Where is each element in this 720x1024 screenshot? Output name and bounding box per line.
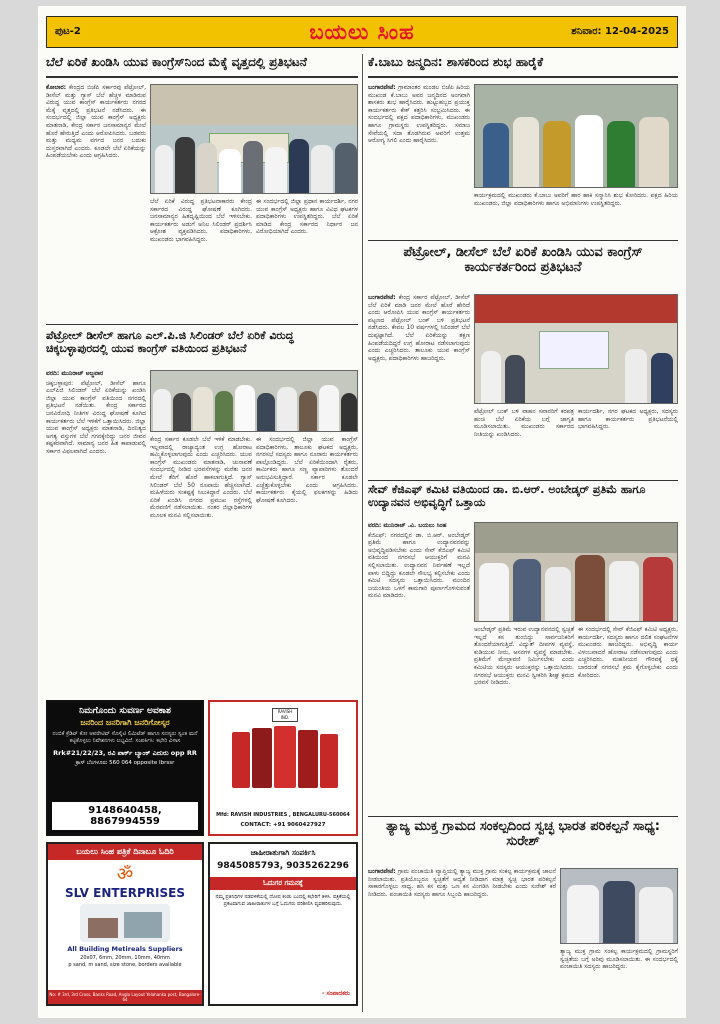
- notice-body: ನಮ್ಮ ಪ್ರತಿನಿಧಿಗಳ ನಡವಳಿಕೆಯಲ್ಲಿ ದೋಷ ಕಂಡು ಬಂದಲ್ಲಿ ಕಛೇರಿಗೆ ತಿಳಿಸಿ. ಪತ್ರಿಕೆಯಲ್ಲಿ ಪ್ರಕಟವಾಗುವ ಜಾಹೀರಾತುಗಳ ಬಗ್ಗೆ ಓದುಗರು ಪರಿಶೀಲಿಸಿ ವ್ಯವಹರಿಸುವುದು.: [215, 894, 351, 907]
- article-4-body-col1: [46, 370, 146, 692]
- article-3-body-col3: ಕಾರ್ಯದರ್ಶಿ, ನಗರ ಘಟಕದ ಅಧ್ಯಕ್ಷರು, ಸದಸ್ಯರು ಹಾಗೂ ಕಾರ್ಯಕರ್ತರು ಪ್ರತಿಭಟನೆಯಲ್ಲಿ ಭಾಗವಹಿಸಿದ್ದರು.: [578, 408, 678, 431]
- ravish-logo: RAVISH IND.: [272, 708, 298, 722]
- section-rule: [368, 480, 678, 481]
- article-4-body-col2: ಕೇಂದ್ರ ಸರ್ಕಾರ ಕೂಡಲೇ ಬೆಲೆ ಇಳಿಕೆ ಮಾಡಬೇಕು. ಇಲ್ಲವಾದಲ್ಲಿ ರಾಜ್ಯಾದ್ಯಂತ ಉಗ್ರ ಹೋರಾಟ ಹಮ್ಮಿಕೊಳ್ಳಲಾಗುವುದು ಎಂದು ಎಚ್ಚರಿಸಿದರು. ಯುವ ಕಾಂಗ್ರೆಸ್ ಮುಖಂಡರು ಮಾತನಾಡಿ, ಚುನಾವಣೆ ಸಂದರ್ಭದಲ್ಲಿ ನೀಡಿದ ಭರವಸೆಗಳನ್ನು ಮರೆತು ಜನರ ಮೇಲೆ ತೆರಿಗೆ ಹೊರೆ ಹಾಕಲಾಗುತ್ತಿದೆ. ಗ್ಯಾಸ್ ಸಿಲಿಂಡರ್ ಬೆಲೆ 50 ರೂಪಾಯಿ ಹೆಚ್ಚಿಸಲಾಗಿದೆ. ಮಹಿಳೆಯರು ಸಂಕಷ್ಟಕ್ಕೆ ಸಿಲುಕಿದ್ದಾರೆ ಎಂದರು. ಬೆಲೆ ಏರಿಕೆ ಖಂಡಿಸಿ ನಗರದ ಪ್ರಮುಖ ರಸ್ತೆಗಳಲ್ಲಿ ಮೆರವಣಿಗೆ ನಡೆಸಲಾಯಿತು. ನಂತರ ಜಿಲ್ಲಾಧಿಕಾರಿಗಳ ಮೂಲಕ ಮನವಿ ಸಲ್ಲಿಸಲಾಯಿತು.: [150, 436, 252, 519]
- ravish-contact: CONTACT: +91 9060427927: [240, 822, 326, 828]
- article-5-headline: ಸೇವ್ ಕೆಜಿಎಫ್ ಕಮಿಟಿ ವತಿಯಿಂದ ಡಾ. ಬಿ.ಆರ್. ಅಂಬೇಡ್ಕರ್ ಪ್ರತಿಮೆ ಹಾಗೂ ಉದ್ಯಾನವನ ಅಭಿವೃದ್ಧಿಗೆ ಒತ್ತಾಯ: [368, 484, 646, 509]
- article-5-body-col1: [368, 522, 470, 812]
- article-3-body-col2: ಪೆಟ್ರೋಲ್ ಬಂಕ್ ಬಳಿ ವಾಹನ ಸವಾರರಿಗೆ ಕರಪತ್ರ ಹಂಚಿ ಬೆಲೆ ಏರಿಕೆಯ ಬಗ್ಗೆ ಜಾಗೃತಿ ಮೂಡಿಸಲಾಯಿತು. ಮುಖಂಡರು ಸರ್ಕಾರದ ನೀತಿಯನ್ನು ಖಂಡಿಸಿದರು.: [474, 408, 574, 438]
- ravish-industries-ad: [208, 700, 358, 836]
- article-1-photo: [150, 84, 358, 194]
- slv-name: SLV ENTERPRISES: [65, 886, 185, 900]
- slv-enterprises-ad: [46, 842, 204, 1006]
- article-1-body-col3: ಈ ಸಂದರ್ಭದಲ್ಲಿ ಜಿಲ್ಲಾ ಪ್ರಧಾನ ಕಾರ್ಯದರ್ಶಿ, ನಗರ ಯುವ ಕಾಂಗ್ರೆಸ್ ಅಧ್ಯಕ್ಷರು ಹಾಗೂ ವಿವಿಧ ಘಟಕಗಳ ಪದಾಧಿಕಾರಿಗಳು ಉಪಸ್ಥಿತರಿದ್ದರು. ಬೆಲೆ ಏರಿಕೆ ಮಾಡಿದ ಕೇಂದ್ರ ಸರ್ಕಾರದ ನಿರ್ಧಾರ ಜನ ವಿರೋಧಿಯಾಗಿದೆ ಎಂದರು.: [256, 198, 358, 236]
- article-4-photo: [150, 370, 358, 432]
- property-ad-body: ನಂಬಿಕೆ ಕ್ರೆಡಿಟ್ ಕೋ ಆಪರೇಟಿವ್ ಸೊಸೈಟಿ ಲಿಮಿಟೆಡ್ ಹಾಗೂ ಸದಸ್ಯರು ಸ್ವಂತ ಮನೆ ಕಟ್ಟಿಕೊಳ್ಳಲು ನಿವೇಶನಗಳು ಲಭ್ಯವಿದೆ. ಸಂಪರ್ಕಿಸಿ: ಕಛೇರಿ ವಿಳಾಸ: [52, 731, 198, 744]
- article-3-headline: ಪೆಟ್ರೋಲ್, ಡೀಸೆಲ್ ಬೆಲೆ ಏರಿಕೆ ಖಂಡಿಸಿ ಯುವ ಕಾಂಗ್ರೆಸ್ ಕಾರ್ಯಕರ್ತರಿಂದ ಪ್ರತಿಭಟನೆ: [403, 246, 643, 275]
- property-ad-address: Rrk#21/22/23, ರವಿ ಪಾರ್ಕ್ ಬ್ಯಾಂಕ್ ಎದುರು opp RR: [53, 749, 197, 757]
- article-5-body-col2: ಅಂಬೇಡ್ಕರ್ ಪ್ರತಿಮೆ ಇರುವ ಉದ್ಯಾನವನದಲ್ಲಿ ಸ್ವಚ್ಛತೆ ಇಲ್ಲದೆ ಕಸ ತುಂಬಿದ್ದು ಸಾರ್ವಜನಿಕರಿಗೆ ತೊಂದರೆಯಾಗುತ್ತಿದೆ. ವಿದ್ಯುತ್ ದೀಪಗಳ ವ್ಯವಸ್ಥೆ, ಕುಡಿಯುವ ನೀರು, ಆಸನಗಳ ವ್ಯವಸ್ಥೆ ಮಾಡಬೇಕು. ಪ್ರತಿಮೆಗೆ ಮೇಲ್ಛಾವಣಿ ನಿರ್ಮಿಸಬೇಕು ಎಂದು ಕಮಿಟಿಯ ಸದಸ್ಯರು ಆಯುಕ್ತರನ್ನು ಒತ್ತಾಯಿಸಿದರು. ನಗರಸಭೆ ಆಯುಕ್ತರು ಮನವಿ ಸ್ವೀಕರಿಸಿ ಶೀಘ್ರ ಕ್ರಮದ ಭರವಸೆ ನೀಡಿದರು.: [474, 626, 574, 687]
- newspaper-title: ಬಯಲು ಸಿಂಹ: [309, 20, 415, 44]
- slv-banner: ಬಯಲು ಸಿಂಹ ಪತ್ರಿಕೆ ದಿನಾಬೂ ಓದಿರಿ: [48, 844, 202, 860]
- article-6-headline: ತ್ಯಾಜ್ಯ ಮುಕ್ತ ಗ್ರಾಮದ ಸಂಕಲ್ಪದಿಂದ ಸ್ವಚ್ಛ ಭಾರತ ಪರಿಕಲ್ಪನೆ ಸಾಧ್ಯ: ಸುರೇಶ್: [386, 820, 660, 849]
- notice-title: ಓದುಗರ ಗಮನಕ್ಕೆ: [210, 877, 356, 890]
- article-1-body-col1: [46, 84, 146, 264]
- article-2-byline: ಬಂಗಾರಪೇಟೆ:: [368, 84, 396, 91]
- section-rule: [368, 240, 678, 241]
- article-1-text: ಕೇಂದ್ರದ ಬಿಜೆಪಿ ಸರ್ಕಾರವು ಪೆಟ್ರೋಲ್, ಡೀಸೆಲ್ ಮತ್ತು ಗ್ಯಾಸ್ ಬೆಲೆ ಹೆಚ್ಚಳ ಮಾಡಿರುವ ವಿರುದ್ಧ ಯುವ ಕಾಂಗ್ರೆಸ್ ಕಾರ್ಯಕರ್ತರು ನಗರದ ಮೆಕ್ಕೆ ವೃತ್ತದಲ್ಲಿ ಪ್ರತಿಭಟನೆ ನಡೆಸಿದರು. ಈ ಸಂದರ್ಭದಲ್ಲಿ ಜಿಲ್ಲಾ ಯುವ ಕಾಂಗ್ರೆಸ್ ಅಧ್ಯಕ್ಷರು ಮಾತನಾಡಿ, ಕೇಂದ್ರ ಸರ್ಕಾರ ಜನಸಾಮಾನ್ಯರ ಮೇಲೆ ಹೊರೆ ಹೇರುತ್ತಿದೆ ಎಂದು ಆರೋಪಿಸಿದರು. ಬಡವರು ಮತ್ತು ಮಧ್ಯಮ ವರ್ಗದ ಜನರ ಬದುಕು ದುಸ್ತರವಾಗಿದೆ ಎಂದರು. ಕೂಡಲೇ ಬೆಲೆ ಏರಿಕೆಯನ್ನು ಹಿಂಪಡೆಯಬೇಕು ಎಂದು ಆಗ್ರಹಿಸಿದರು.: [46, 84, 146, 160]
- article-5-byline: ವರದಿ: ಮುನಿರಾಜ್ .ವಿ. ಬಯಲು ಸಿಂಹ: [368, 522, 447, 529]
- article-2-body-col2: ಕಾರ್ಯಕ್ರಮದಲ್ಲಿ ಮುಖಂಡರು ಕೆ.ಬಾಬು ಅವರಿಗೆ ಹಾರ ಹಾಕಿ ಸನ್ಮಾನಿಸಿ ಶುಭ ಕೋರಿದರು. ಪಕ್ಷದ ಹಿರಿಯ ಮುಖಂಡರು, ಜಿಲ್ಲಾ ಪದಾಧಿಕಾರಿಗಳು ಹಾಗೂ ಅಭಿಮಾನಿಗಳು ಉಪಸ್ಥಿತರಿದ್ದರು.: [474, 192, 678, 207]
- article-5-photo: [474, 522, 678, 622]
- notice-signoff: - ಸಂಪಾದಕರು: [321, 990, 350, 997]
- article-2-text: ಗ್ರಾಮಾಂತರ ಮಂಡಲ ಬಿಜೆಪಿ ಹಿರಿಯ ಮುಖಂಡ ಕೆ.ಬಾಬು ಅವರ ಜನ್ಮದಿನದ ಅಂಗವಾಗಿ ಶಾಸಕರು ಶುಭ ಹಾರೈಸಿದರು. ಹುಟ್ಟುಹಬ್ಬದ ಪ್ರಯುಕ್ತ ಕಾರ್ಯಕರ್ತರು ಕೇಕ್ ಕತ್ತರಿಸಿ ಸಂಭ್ರಮಿಸಿದರು. ಈ ಸಂದರ್ಭದಲ್ಲಿ ಪಕ್ಷದ ಪದಾಧಿಕಾರಿಗಳು, ಮುಖಂಡರು ಹಾಗೂ ಗ್ರಾಮಸ್ಥರು ಉಪಸ್ಥಿತರಿದ್ದರು. ಸಮಾಜ ಸೇವೆಯಲ್ಲಿ ಸದಾ ತೊಡಗಿರುವ ಅವರಿಗೆ ಉತ್ತಮ ಆರೋಗ್ಯ ಸಿಗಲಿ ಎಂದು ಹಾರೈಸಿದರು.: [368, 84, 470, 145]
- page-number: ಪುಟ-2: [55, 26, 81, 37]
- article-3-photo: [474, 294, 678, 404]
- masthead: [46, 16, 678, 48]
- article-3-body-col1: [368, 294, 470, 476]
- property-ad-title: ನಿಮಗೊಂದು ಸುವರ್ಣ ಅವಕಾಶ: [79, 706, 171, 716]
- property-ad: [46, 700, 204, 836]
- slv-items: 20x07, 6mm, 20mm, 10mm, 40mm: [80, 955, 170, 961]
- article-4-body-col3: ಈ ಸಂದರ್ಭದಲ್ಲಿ ಜಿಲ್ಲಾ ಯುವ ಕಾಂಗ್ರೆಸ್ ಪದಾಧಿಕಾರಿಗಳು, ತಾಲೂಕು ಘಟಕದ ಅಧ್ಯಕ್ಷರು, ನಗರಸಭೆ ಸದಸ್ಯರು ಹಾಗೂ ನೂರಾರು ಕಾರ್ಯಕರ್ತರು ಪಾಲ್ಗೊಂಡಿದ್ದರು. ಬೆಲೆ ಏರಿಕೆಯಿಂದಾಗಿ ರೈತರು, ಕಾರ್ಮಿಕರು ಹಾಗೂ ಸಣ್ಣ ವ್ಯಾಪಾರಿಗಳು ತೊಂದರೆ ಅನುಭವಿಸುತ್ತಿದ್ದಾರೆ. ಸರ್ಕಾರ ಕೂಡಲೇ ಎಚ್ಚೆತ್ತುಕೊಳ್ಳಬೇಕು ಎಂದು ಆಗ್ರಹಿಸಿದರು. ಕಾರ್ಯಕರ್ತರು ಕೈಯಲ್ಲಿ ಫಲಕಗಳನ್ನು ಹಿಡಿದು ಘೋಷಣೆ ಕೂಗಿದರು.: [256, 436, 358, 504]
- column-divider: [362, 54, 363, 1012]
- article-6-byline: ಬಂಗಾರಪೇಟೆ:: [368, 868, 396, 875]
- newspaper-page: [38, 6, 686, 1018]
- article-2-body-col1: [368, 84, 470, 192]
- article-3-byline: ಬಂಗಾರಪೇಟೆ:: [368, 294, 396, 301]
- property-ad-subtitle: ಜನರಿಂದ ಜನರಿಗಾಗಿ ಜನರಿಗೋಸ್ಕರ: [80, 718, 170, 727]
- article-3-text: ಕೇಂದ್ರ ಸರ್ಕಾರ ಪೆಟ್ರೋಲ್, ಡೀಸೆಲ್ ಬೆಲೆ ಏರಿಕೆ ಮಾಡಿ ಜನರ ಮೇಲೆ ಹೊರೆ ಹೇರಿದೆ ಎಂದು ಆರೋಪಿಸಿ ಯುವ ಕಾಂಗ್ರೆಸ್ ಕಾರ್ಯಕರ್ತರು ಪಟ್ಟಣದ ಪೆಟ್ರೋಲ್ ಬಂಕ್ ಬಳಿ ಪ್ರತಿಭಟನೆ ನಡೆಸಿದರು. ಕೇವಲ 10 ವರ್ಷಗಳಲ್ಲಿ ಸಿಲಿಂಡರ್ ಬೆಲೆ ದುಪ್ಪಟ್ಟಾಗಿದೆ. ಬೆಲೆ ಏರಿಕೆಯನ್ನು ತಕ್ಷಣ ಹಿಂಪಡೆಯದಿದ್ದರೆ ಉಗ್ರ ಹೋರಾಟ ನಡೆಸಲಾಗುವುದು ಎಂದು ಎಚ್ಚರಿಸಿದರು. ತಾಲೂಕು ಯುವ ಕಾಂಗ್ರೆಸ್ ಅಧ್ಯಕ್ಷರು, ಪದಾಧಿಕಾರಿಗಳು ಹಾಜರಿದ್ದರು.: [368, 294, 470, 362]
- issue-date: ಶನಿವಾರ: 12-04-2025: [571, 26, 669, 37]
- om-icon: ॐ: [116, 864, 134, 885]
- article-5-body-col3: ಈ ಸಂದರ್ಭದಲ್ಲಿ ಸೇವ್ ಕೆಜಿಎಫ್ ಕಮಿಟಿ ಅಧ್ಯಕ್ಷರು, ಕಾರ್ಯದರ್ಶಿ, ಸದಸ್ಯರು ಹಾಗೂ ದಲಿತ ಸಂಘಟನೆಗಳ ಮುಖಂಡರು ಹಾಜರಿದ್ದರು. ಅಭಿವೃದ್ಧಿ ಕಾರ್ಯ ವಿಳಂಬವಾದರೆ ಹೋರಾಟ ನಡೆಸಲಾಗುವುದು ಎಂದು ಎಚ್ಚರಿಸಿದರು. ಮಹನೀಯರ ಗೌರವಕ್ಕೆ ಧಕ್ಕೆ ಬಾರದಂತೆ ನಗರಸಭೆ ಕ್ರಮ ಕೈಗೊಳ್ಳಬೇಕು ಎಂದು ಕೋರಿದರು.: [578, 626, 678, 679]
- article-4-headline: ಪೆಟ್ರೋಲ್ ಡೀಸೆಲ್ ಹಾಗೂ ಎಲ್.ಪಿ.ಜಿ ಸಿಲಿಂಡರ್ ಬೆಲೆ ಏರಿಕೆ ವಿರುದ್ಧ ಚಿಕ್ಕಬಳ್ಳಾಪುರದಲ್ಲಿ ಯುವ ಕಾಂಗ್ರೆಸ್ ವತಿಯಿಂದ ಪ್ರತಿಭಟನೆ: [46, 330, 294, 355]
- article-6-text: ಗ್ರಾಮ ಪಂಚಾಯಿತಿ ವ್ಯಾಪ್ತಿಯಲ್ಲಿ ತ್ಯಾಜ್ಯ ಮುಕ್ತ ಗ್ರಾಮ ಸಂಕಲ್ಪ ಕಾರ್ಯಕ್ರಮಕ್ಕೆ ಚಾಲನೆ ನೀಡಲಾಯಿತು. ಪ್ರತಿಯೊಬ್ಬರೂ ಸ್ವಚ್ಛತೆಗೆ ಆದ್ಯತೆ ನೀಡಿದಾಗ ಮಾತ್ರ ಸ್ವಚ್ಛ ಭಾರತ ಪರಿಕಲ್ಪನೆ ಸಾಕಾರಗೊಳ್ಳಲು ಸಾಧ್ಯ. ಹಸಿ ಕಸ ಮತ್ತು ಒಣ ಕಸ ವಿಂಗಡಿಸಿ ನೀಡಬೇಕು ಎಂದು ಸುರೇಶ್ ಕರೆ ನೀಡಿದರು. ಪಂಚಾಯಿತಿ ಸದಸ್ಯರು ಹಾಗೂ ಸಿಬ್ಬಂದಿ ಹಾಜರಿದ್ದರು.: [368, 868, 556, 898]
- ravish-footer: Mfd: RAVISH INDUSTRIES , BENGALURU-560064: [216, 812, 350, 818]
- article-1-headline: ಬೆಲೆ ಏರಿಕೆ ಖಂಡಿಸಿ ಯುವ ಕಾಂಗ್ರೆಸ್‌ನಿಂದ ಮೆಕ್ಕೆ ವೃತ್ತದಲ್ಲಿ ಪ್ರತಿಭಟನೆ: [46, 56, 307, 69]
- article-2-photo: [474, 84, 678, 188]
- classified-phone: 9845085793, 9035262296: [217, 861, 349, 871]
- property-ad-phone: 9148640458, 8867994559: [52, 802, 198, 830]
- classified-title: ಜಾಹೀರಾತುಗಾಗಿ ಸಂಪರ್ಕಿಸಿ: [250, 848, 316, 857]
- slv-items-2: p sand, m sand, size stone, borders available: [68, 962, 182, 968]
- article-2-headline: ಕೆ.ಬಾಬು ಜನ್ಮದಿನ: ಶಾಸಕರಿಂದ ಶುಭ ಹಾರೈಕೆ: [368, 56, 543, 69]
- article-1-body-col2: ಬೆಲೆ ಏರಿಕೆ ವಿರುದ್ಧ ಪ್ರತಿಭಟನಾಕಾರರು ಕೇಂದ್ರ ಸರ್ಕಾರದ ವಿರುದ್ಧ ಘೋಷಣೆ ಕೂಗಿದರು. ಜನಸಾಮಾನ್ಯರ ಹಿತದೃಷ್ಟಿಯಿಂದ ಬೆಲೆ ಇಳಿಸಬೇಕು. ಕಾರ್ಯಕರ್ತರು ಅಡುಗೆ ಅನಿಲ ಸಿಲಿಂಡರ್ ಪ್ರದರ್ಶಿಸಿ ಆಕ್ರೋಶ ವ್ಯಕ್ತಪಡಿಸಿದರು. ಪದಾಧಿಕಾರಿಗಳು, ಮುಖಂಡರು ಭಾಗವಹಿಸಿದ್ದರು.: [150, 198, 252, 243]
- classified-ad: [208, 842, 358, 1006]
- article-5-text: ಕೆಜಿಎಫ್: ನಗರದಲ್ಲಿನ ಡಾ. ಬಿ.ಆರ್. ಅಂಬೇಡ್ಕರ್ ಪ್ರತಿಮೆ ಹಾಗೂ ಉದ್ಯಾನವನವನ್ನು ಅಭಿವೃದ್ಧಿಪಡಿಸಬೇಕು ಎಂದು ಸೇವ್ ಕೆಜಿಎಫ್ ಕಮಿಟಿ ವತಿಯಿಂದ ನಗರಸಭೆ ಆಯುಕ್ತರಿಗೆ ಮನವಿ ಸಲ್ಲಿಸಲಾಯಿತು. ಉದ್ಯಾನವನ ನಿರ್ವಹಣೆ ಇಲ್ಲದೆ ಪಾಳು ಬಿದ್ದಿದ್ದು ಕೂಡಲೇ ಸೌಲಭ್ಯ ಕಲ್ಪಿಸಬೇಕು ಎಂದು ಕಮಿಟಿ ಸದಸ್ಯರು ಒತ್ತಾಯಿಸಿದರು. ಮುಂದಿನ ಜಯಂತಿಯ ಒಳಗೆ ಕಾಮಗಾರಿ ಪೂರ್ಣಗೊಳಿಸುವಂತೆ ಮನವಿ ಮಾಡಿದರು.: [368, 531, 470, 600]
- article-4-text: ಚಿಕ್ಕಬಳ್ಳಾಪುರ: ಪೆಟ್ರೋಲ್, ಡೀಸೆಲ್ ಹಾಗೂ ಎಲ್‌ಪಿಜಿ ಸಿಲಿಂಡರ್ ಬೆಲೆ ಏರಿಕೆಯನ್ನು ಖಂಡಿಸಿ ಜಿಲ್ಲಾ ಯುವ ಕಾಂಗ್ರೆಸ್ ವತಿಯಿಂದ ನಗರದಲ್ಲಿ ಪ್ರತಿಭಟನೆ ನಡೆಯಿತು. ಕೇಂದ್ರ ಸರ್ಕಾರದ ಜನವಿರೋಧಿ ನೀತಿಗಳ ವಿರುದ್ಧ ಘೋಷಣೆ ಕೂಗಿದ ಕಾರ್ಯಕರ್ತರು ಬೆಲೆ ಇಳಿಕೆಗೆ ಒತ್ತಾಯಿಸಿದರು. ಜಿಲ್ಲಾ ಯುವ ಕಾಂಗ್ರೆಸ್ ಅಧ್ಯಕ್ಷರು ಮಾತನಾಡಿ, ದಿನನಿತ್ಯದ ಅಗತ್ಯ ವಸ್ತುಗಳ ಬೆಲೆ ಗಗನಕ್ಕೇರಿದ್ದು ಜನರ ಜೀವನ ಕಷ್ಟಕರವಾಗಿದೆ. ಸಾಮಾನ್ಯ ಜನರ ಹಿತ ಕಾಪಾಡುವಲ್ಲಿ ಸರ್ಕಾರ ವಿಫಲವಾಗಿದೆ ಎಂದರು.: [46, 379, 146, 455]
- article-6-body-col2: ತ್ಯಾಜ್ಯ ಮುಕ್ತ ಗ್ರಾಮ ಸಂಕಲ್ಪ ಕಾರ್ಯಕ್ರಮದಲ್ಲಿ ಗ್ರಾಮಸ್ಥರಿಗೆ ಸ್ವಚ್ಛತೆಯ ಬಗ್ಗೆ ಅರಿವು ಮೂಡಿಸಲಾಯಿತು. ಈ ಸಂದರ್ಭದಲ್ಲಿ ಪಂಚಾಯಿತಿ ಸದಸ್ಯರು ಹಾಜರಿದ್ದರು.: [560, 948, 678, 971]
- headline-rule: [368, 76, 678, 78]
- property-ad-address-2: ಕ್ರಾಸ್ ಬೆಂಗಳೂರು 560 064 opposite Ibrssr: [75, 760, 175, 766]
- article-4-byline: ವರದಿ: ಮುನಿರಾಜ್ ಅಜ್ಜವಾರ: [46, 370, 104, 377]
- article-6-body-col1: [368, 868, 556, 1006]
- section-rule: [46, 324, 358, 325]
- article-6-photo: [560, 868, 678, 944]
- section-rule: [368, 816, 678, 817]
- slv-tagline: All Building Metireals Suppliers: [67, 945, 183, 953]
- headline-rule: [46, 76, 358, 78]
- article-1-byline: ಕೋಲಾರ:: [46, 84, 67, 91]
- slv-footer: No: # 3rd, 3rd Cross, Banks Road, Anglo Layout Yelahanka post, Bangalore-64: [49, 992, 201, 1002]
